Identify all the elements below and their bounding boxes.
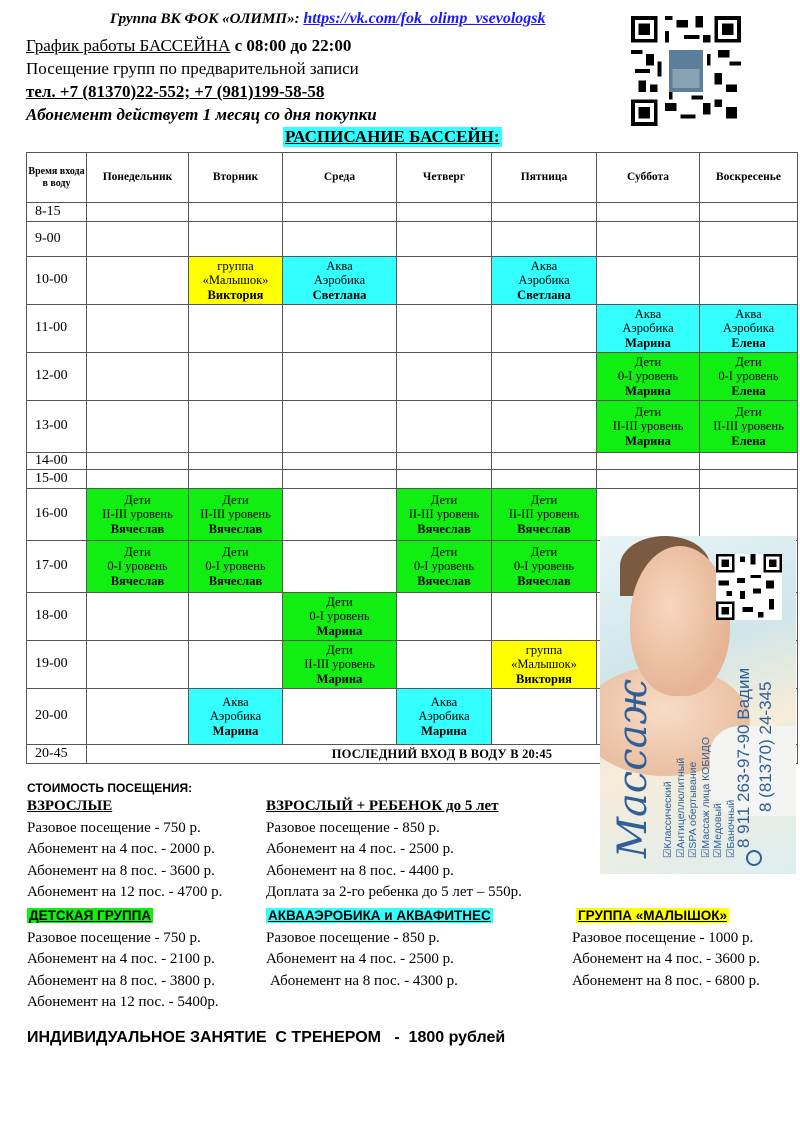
class-level: 0-I уровень: [413, 559, 475, 574]
ad-service-item: ☑ Баночный: [725, 737, 738, 858]
visit-note: Посещение групп по предварительной записи: [26, 59, 359, 78]
price-line: Абонемент на 4 пос. - 2500 р.: [266, 841, 454, 857]
empty-cell: [87, 203, 189, 222]
table-row: [27, 203, 798, 222]
empty-cell: [189, 593, 283, 641]
class-level: 0-I уровень: [513, 559, 575, 574]
class-level: Аэробика: [313, 273, 366, 288]
table-row: [27, 470, 798, 489]
class-cell[interactable]: [189, 541, 283, 593]
price-line: Разовое посещение - 850 р.: [266, 929, 440, 946]
coach-name: Вячеслав: [110, 521, 165, 536]
pricing-adults: [27, 796, 222, 904]
coach-name: Вячеслав: [110, 573, 165, 588]
empty-cell: [189, 641, 283, 689]
empty-cell: [87, 401, 189, 453]
class-level: Аэробика: [722, 321, 775, 336]
class-name: Дети: [222, 492, 249, 507]
class-cell[interactable]: [189, 257, 283, 305]
empty-cell: [189, 222, 283, 257]
class-level: 0-I уровень: [205, 559, 266, 574]
price-line: Разовое посещение - 850 р.: [266, 819, 440, 836]
ad-service-item: ☑ Медовый: [712, 737, 725, 858]
class-name: Дети: [735, 404, 762, 419]
class-level: 0-I уровень: [718, 369, 779, 384]
class-cell[interactable]: [597, 401, 700, 453]
class-level: 0-I уровень: [107, 559, 168, 574]
class-cell[interactable]: [87, 489, 189, 541]
class-level: II-III уровень: [508, 507, 580, 522]
class-name: Аква: [634, 306, 662, 321]
empty-cell: [283, 689, 397, 745]
empty-cell: [597, 203, 700, 222]
class-name: Дети: [326, 594, 353, 609]
time-cell: 8-15: [27, 203, 87, 222]
empty-cell: [283, 470, 397, 489]
time-cell: 18-00: [27, 593, 87, 641]
coach-name: Светлана: [517, 287, 571, 302]
vk-group-line: [110, 10, 546, 28]
class-cell[interactable]: [397, 541, 492, 593]
ad-service-item: ☑ SPA обертывание: [687, 737, 700, 858]
empty-cell: [189, 453, 283, 470]
price-line: Доплата за 2-го ребенка до 5 лет – 550р.: [266, 884, 522, 900]
class-name: Дети: [222, 544, 249, 559]
price-line: Абонемент на 12 пос. - 4700 р.: [27, 884, 223, 900]
table-row: [27, 222, 798, 257]
time-cell: 15-00: [27, 470, 87, 489]
coach-name: Вячеслав: [208, 573, 263, 588]
coach-name: Елена: [731, 383, 766, 398]
empty-cell: [87, 305, 189, 353]
contact-phones: тел. +7 (81370)22-552; +7 (981)199-58-58: [26, 82, 325, 101]
pricing-adult-child-title: ВЗРОСЛЫЙ + РЕБЕНОК до 5 лет: [266, 798, 499, 814]
class-level: Аэробика: [518, 273, 570, 288]
empty-cell: [397, 453, 492, 470]
pricing-kids-title: ДЕТСКАЯ ГРУППА: [29, 908, 152, 923]
class-name: Аква: [326, 258, 353, 273]
day-header-fri: Пятница: [492, 153, 597, 203]
pricing-aqua: [266, 905, 493, 992]
pricing-adults-title: ВЗРОСЛЫЕ: [27, 798, 113, 814]
price-line: Разовое посещение - 750 р.: [27, 819, 201, 836]
empty-cell: [283, 489, 397, 541]
empty-cell: [87, 593, 189, 641]
empty-cell: [492, 401, 597, 453]
empty-cell: [700, 470, 798, 489]
empty-cell: [397, 222, 492, 257]
class-level: «Малышок»: [202, 273, 269, 288]
class-name: Аква: [222, 694, 249, 709]
class-cell[interactable]: [283, 641, 397, 689]
empty-cell: [597, 222, 700, 257]
coach-name: Марина: [316, 671, 363, 686]
class-name: Аква: [430, 694, 458, 709]
vk-group-link[interactable]: https://vk.com/fok_olimp_vsevologsk: [303, 10, 546, 27]
qr-code-icon[interactable]: [631, 16, 741, 126]
time-cell: 13-00: [27, 401, 87, 453]
day-header-tue: Вторник: [189, 153, 283, 203]
ad-title: Массаж: [610, 679, 656, 858]
empty-cell: [87, 353, 189, 401]
day-header-wed: Среда: [283, 153, 397, 203]
price-line: Разовое посещение - 1000 р.: [572, 929, 754, 946]
price-line: Абонемент на 8 пос. - 3600 р.: [27, 862, 215, 879]
coach-name: Елена: [731, 335, 766, 350]
price-line: Абонемент на 8 пос. - 3800 р.: [27, 972, 215, 989]
price-line: Абонемент на 4 пос. - 2000 р.: [27, 841, 215, 857]
pricing-aqua-title: АКВААЭРОБИКА и АКВАФИТНЕС: [268, 908, 491, 923]
empty-cell: [700, 489, 798, 541]
class-name: Дети: [634, 354, 662, 369]
class-name: Дети: [530, 492, 558, 507]
empty-cell: [283, 222, 397, 257]
coach-name: Виктория: [207, 287, 264, 302]
ad-service-item: ☑ Классический: [662, 737, 675, 858]
time-column-header: Время входа в воду: [27, 153, 87, 203]
class-level: II-III уровень: [200, 507, 271, 522]
pool-hours: [26, 36, 351, 56]
empty-cell: [397, 353, 492, 401]
empty-cell: [283, 353, 397, 401]
class-cell[interactable]: [700, 305, 798, 353]
empty-cell: [492, 689, 597, 745]
coach-name: Виктория: [516, 671, 572, 686]
time-cell: 17-00: [27, 541, 87, 593]
empty-cell: [189, 203, 283, 222]
empty-cell: [87, 453, 189, 470]
class-level: Аэробика: [209, 709, 262, 724]
time-cell: 19-00: [27, 641, 87, 689]
subscription-note: Абонемент действует 1 месяц со дня покупки: [26, 105, 377, 124]
empty-cell: [597, 453, 700, 470]
class-level: II-III уровень: [713, 419, 784, 434]
time-cell: 14-00: [27, 453, 87, 470]
ad-text-block: [600, 536, 796, 874]
coach-name: Марина: [316, 623, 363, 638]
class-level: II-III уровень: [102, 507, 173, 522]
coach-name: Марина: [421, 723, 467, 738]
class-cell[interactable]: [700, 401, 798, 453]
empty-cell: [283, 305, 397, 353]
class-cell[interactable]: [492, 489, 597, 541]
price-line: Абонемент на 8 пос. - 4300 р.: [270, 972, 458, 989]
pricing-heading: СТОИМОСТЬ ПОСЕЩЕНИЯ:: [27, 781, 193, 795]
empty-cell: [87, 470, 189, 489]
empty-cell: [492, 470, 597, 489]
empty-cell: [189, 353, 283, 401]
ad-services-list: [662, 737, 737, 858]
empty-cell: [700, 203, 798, 222]
table-row: [27, 353, 798, 401]
time-cell: 9-00: [27, 222, 87, 257]
ad-service-item: ☑ Массаж лица КОБИДО: [700, 737, 713, 858]
price-line: Разовое посещение - 750 р.: [27, 929, 201, 946]
coach-name: Елена: [731, 433, 766, 448]
massage-ad: [600, 536, 796, 874]
empty-cell: [492, 222, 597, 257]
class-name: группа: [525, 642, 563, 657]
class-level: II-III уровень: [612, 419, 684, 434]
empty-cell: [87, 257, 189, 305]
empty-cell: [283, 453, 397, 470]
class-name: Дети: [124, 544, 151, 559]
time-cell: 20-00: [27, 689, 87, 745]
class-name: Дети: [124, 492, 151, 507]
empty-cell: [397, 305, 492, 353]
class-name: Аква: [735, 306, 762, 321]
class-level: Аэробика: [418, 709, 470, 724]
class-level: II-III уровень: [304, 657, 375, 672]
phone-icon: [746, 850, 762, 866]
table-row: [27, 489, 798, 541]
empty-cell: [87, 689, 189, 745]
time-cell: 11-00: [27, 305, 87, 353]
empty-cell: [87, 641, 189, 689]
class-cell[interactable]: [189, 489, 283, 541]
empty-cell: [492, 453, 597, 470]
coach-name: Вячеслав: [417, 521, 471, 536]
class-name: Дети: [326, 642, 353, 657]
day-header-mon: Понедельник: [87, 153, 189, 203]
pricing-kids: [27, 905, 219, 1014]
class-cell[interactable]: [492, 541, 597, 593]
day-header-sat: Суббота: [597, 153, 700, 203]
class-name: Аква: [530, 258, 558, 273]
class-cell[interactable]: [189, 689, 283, 745]
day-header-sun: Воскресенье: [700, 153, 798, 203]
class-name: Дети: [735, 354, 762, 369]
ad-phone-1[interactable]: 8 911 263-97-90 Вадим: [734, 667, 753, 848]
class-cell[interactable]: [87, 541, 189, 593]
coach-name: Марина: [625, 335, 671, 350]
empty-cell: [397, 470, 492, 489]
class-level: II-III уровень: [408, 507, 480, 522]
table-row: [27, 453, 798, 470]
price-line: Абонемент на 8 пос. - 4400 р.: [266, 862, 454, 879]
class-cell[interactable]: [597, 305, 700, 353]
empty-cell: [283, 401, 397, 453]
coach-name: Вячеслав: [517, 521, 571, 536]
table-row: [27, 305, 798, 353]
table-header-row: [27, 153, 798, 203]
table-row: [27, 257, 798, 305]
class-cell[interactable]: [597, 353, 700, 401]
empty-cell: [700, 453, 798, 470]
individual-lesson-price: ИНДИВИДУАЛЬНОЕ ЗАНЯТИЕ С ТРЕНЕРОМ - 1800 рублей: [27, 1029, 506, 1046]
pricing-adult-child: [266, 796, 522, 904]
last-entry-note: ПОСЛЕДНИЙ ВХОД В ВОДУ В 20:45: [87, 745, 798, 764]
coach-name: Марина: [212, 723, 259, 738]
class-cell[interactable]: [397, 689, 492, 745]
pricing-malyshok-title: ГРУППА «МАЛЫШОК»: [578, 908, 727, 923]
empty-cell: [700, 222, 798, 257]
class-level: «Малышок»: [511, 657, 577, 672]
empty-cell: [397, 203, 492, 222]
day-header-thu: Четверг: [397, 153, 492, 203]
empty-cell: [87, 222, 189, 257]
schedule-title: РАСПИСАНИЕ БАССЕЙН:: [285, 127, 500, 146]
pool-hours-value: с 08:00 до 22:00: [234, 36, 352, 55]
time-cell: 12-00: [27, 353, 87, 401]
class-cell[interactable]: [700, 353, 798, 401]
class-name: Дети: [634, 404, 662, 419]
empty-cell: [283, 541, 397, 593]
pricing-malyshok: [572, 905, 760, 992]
ad-service-item: ☑ Антицеллюлитный: [675, 737, 688, 858]
empty-cell: [492, 353, 597, 401]
price-line: Абонемент на 4 пос. - 3600 р.: [572, 951, 760, 967]
empty-cell: [397, 593, 492, 641]
empty-cell: [492, 203, 597, 222]
empty-cell: [189, 305, 283, 353]
coach-name: Вячеслав: [517, 573, 571, 588]
class-cell[interactable]: [492, 257, 597, 305]
table-row: [27, 401, 798, 453]
class-cell[interactable]: [397, 489, 492, 541]
empty-cell: [189, 401, 283, 453]
class-cell[interactable]: [283, 593, 397, 641]
price-line: Абонемент на 12 пос. - 5400р.: [27, 994, 219, 1010]
empty-cell: [397, 257, 492, 305]
coach-name: Вячеслав: [417, 573, 471, 588]
class-cell[interactable]: [283, 257, 397, 305]
time-cell: 16-00: [27, 489, 87, 541]
empty-cell: [283, 203, 397, 222]
class-name: группа: [217, 258, 254, 273]
price-line: Абонемент на 8 пос. - 6800 р.: [572, 972, 760, 989]
time-cell: 10-00: [27, 257, 87, 305]
class-name: Дети: [530, 544, 558, 559]
class-level: 0-I уровень: [617, 369, 679, 384]
time-cell: 20-45: [27, 745, 87, 764]
empty-cell: [397, 641, 492, 689]
empty-cell: [700, 257, 798, 305]
pool-hours-label: График работы БАССЕЙНА: [26, 36, 231, 55]
empty-cell: [492, 305, 597, 353]
empty-cell: [189, 470, 283, 489]
empty-cell: [397, 401, 492, 453]
coach-name: Вячеслав: [208, 521, 263, 536]
class-level: 0-I уровень: [309, 609, 370, 624]
empty-cell: [492, 593, 597, 641]
empty-cell: [597, 489, 700, 541]
empty-cell: [597, 470, 700, 489]
price-line: Абонемент на 4 пос. - 2100 р.: [27, 951, 215, 967]
class-name: Дети: [430, 492, 458, 507]
coach-name: Светлана: [312, 287, 367, 302]
class-cell[interactable]: [492, 641, 597, 689]
coach-name: Марина: [625, 433, 671, 448]
price-line: Абонемент на 4 пос. - 2500 р.: [266, 951, 454, 967]
empty-cell: [597, 257, 700, 305]
vk-group-label: Группа ВК ФОК «ОЛИМП»:: [110, 11, 300, 27]
class-level: Аэробика: [622, 321, 674, 336]
coach-name: Марина: [625, 383, 671, 398]
ad-phone-2[interactable]: 8 (81370) 24-345: [756, 681, 775, 812]
class-name: Дети: [430, 544, 458, 559]
